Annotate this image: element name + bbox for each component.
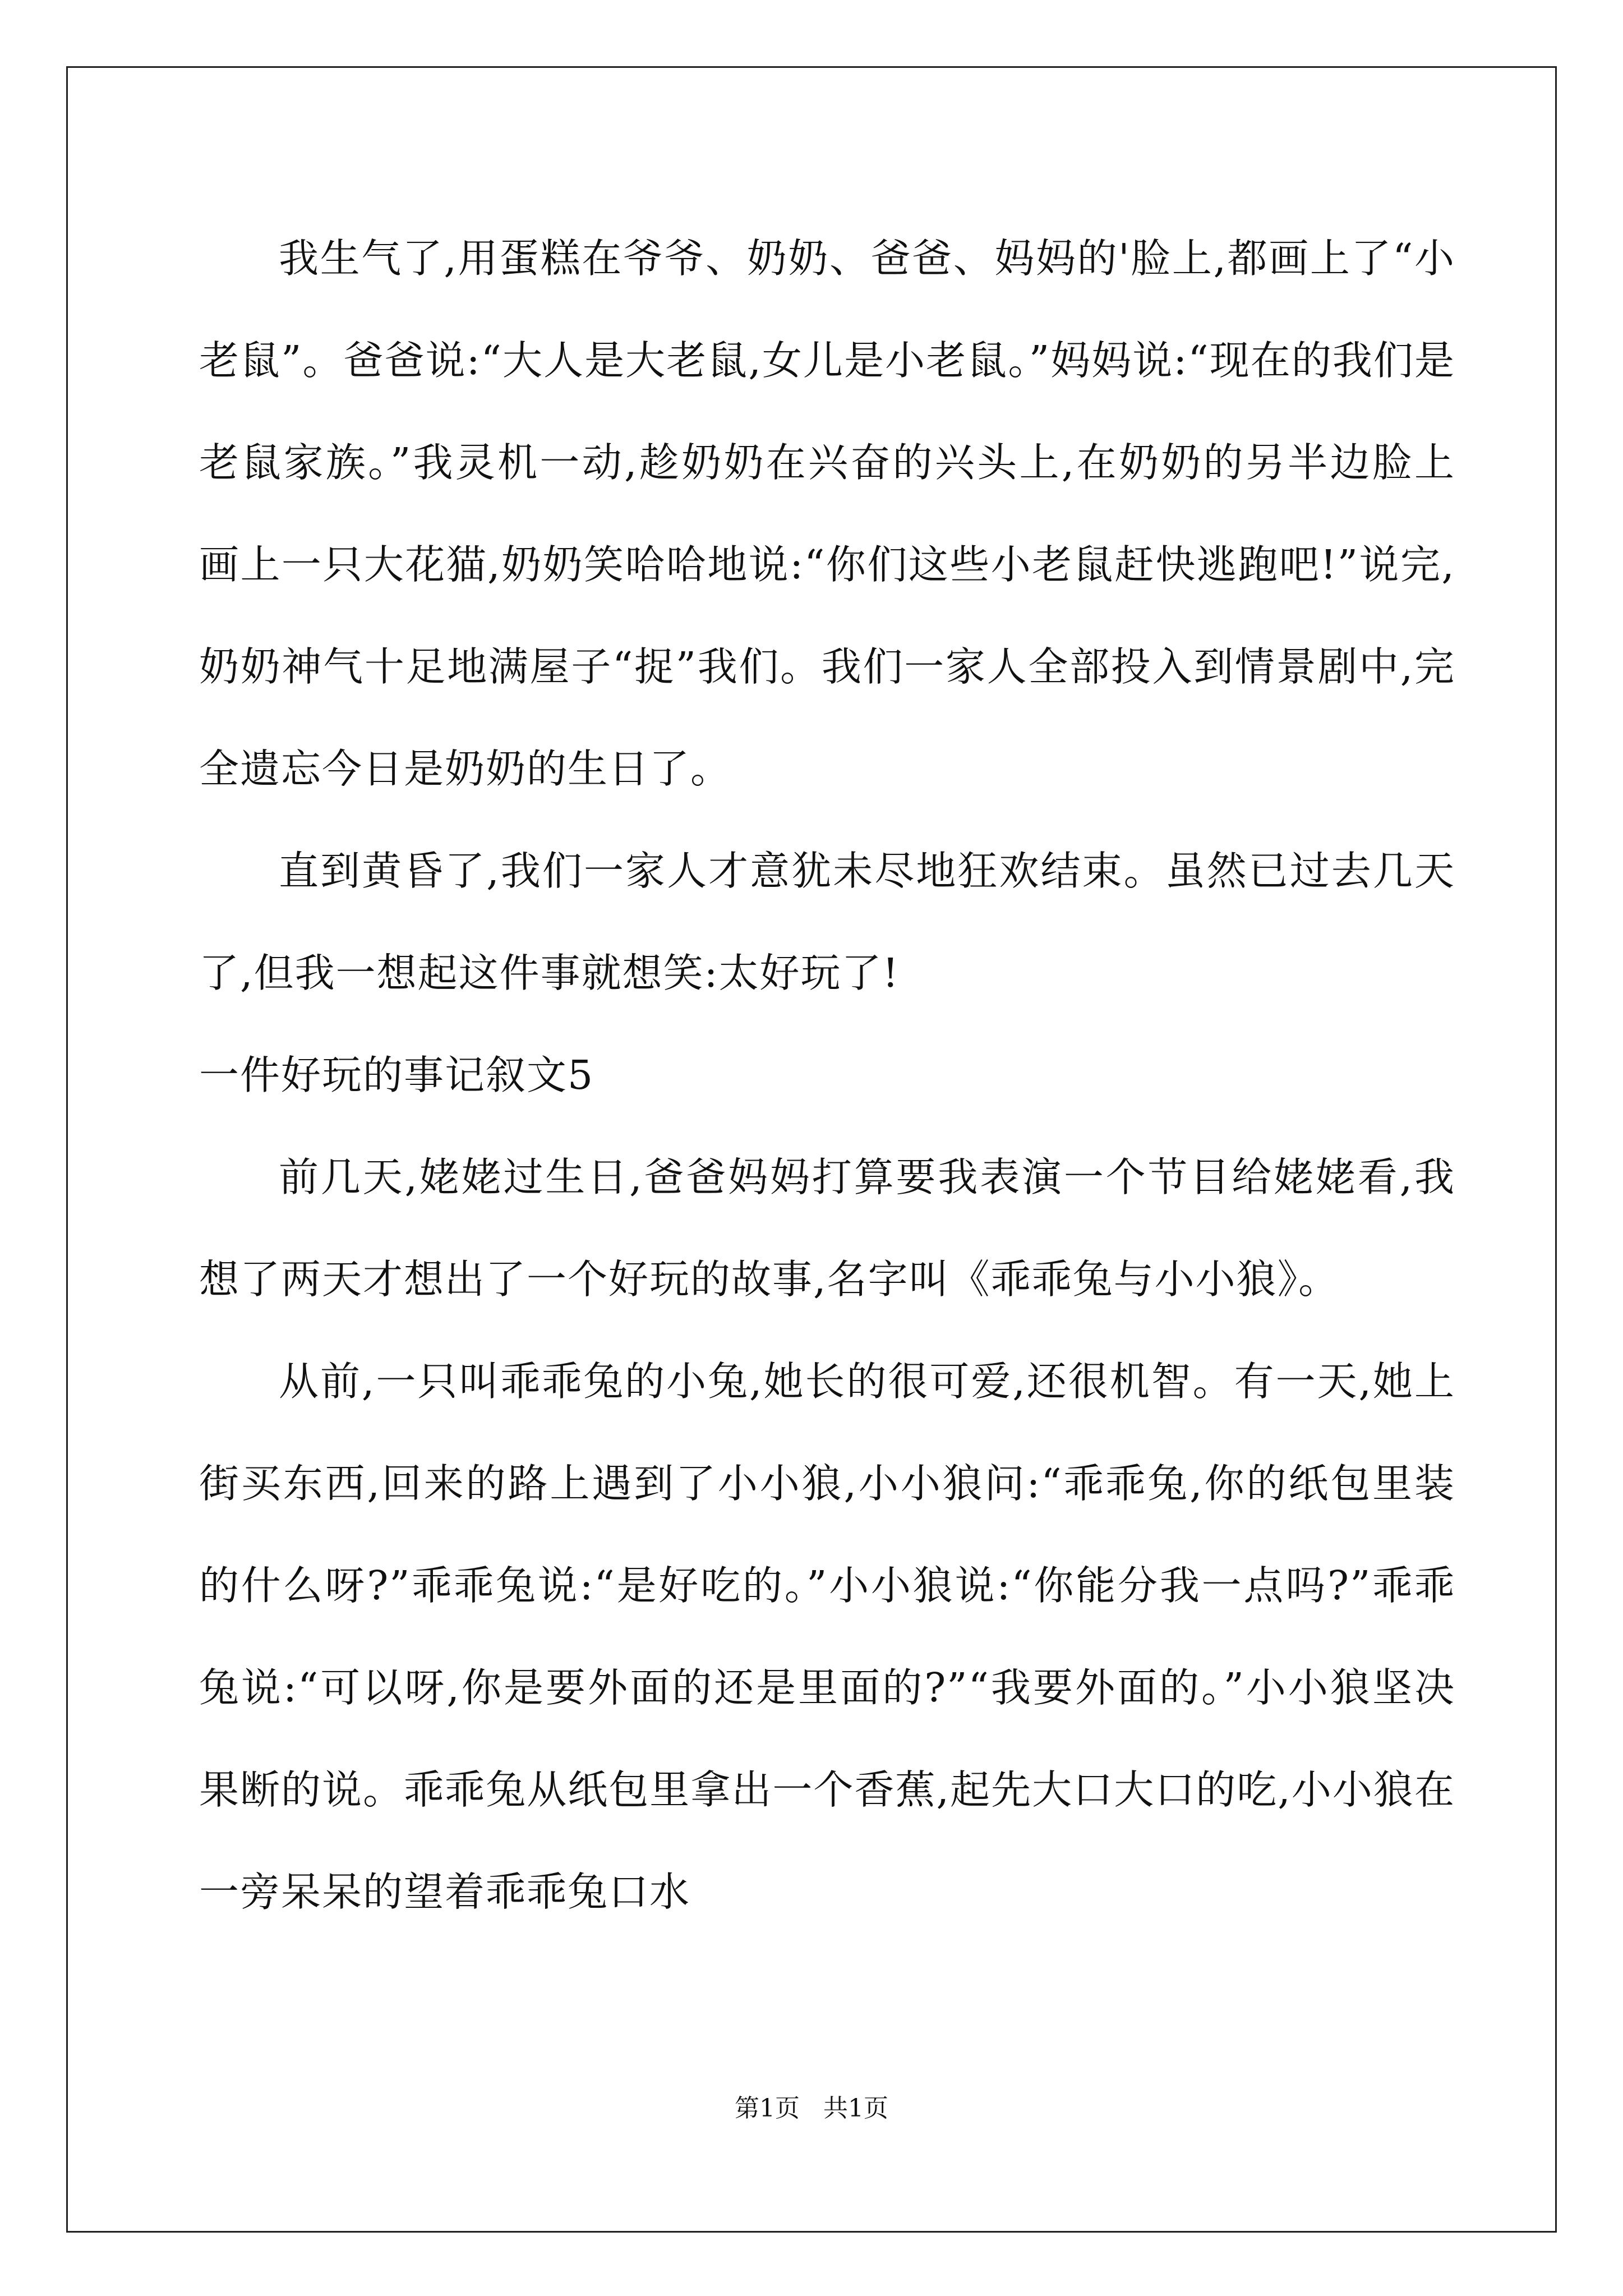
paragraph-3: 前几天,姥姥过生日,爸爸妈妈打算要我表演一个节目给姥姥看,我想了两天才想出了一个好玩的故事,名字叫《乖乖兔与小小狼》。	[199, 1154, 1455, 1303]
paragraph-1: 我生气了,用蛋糕在爷爷、奶奶、爸爸、妈妈的'脸上,都画上了“小老鼠”。爸爸说:“大人是大老鼠,女儿是小老鼠。”妈妈说:“现在的我们是老鼠家族。”我灵机一动,趁奶奶在兴奋的兴头上,在奶奶的另半边脸上画上一只大花猫,奶奶笑哈哈地说:“你们这些小老鼠赶快逃跑吧!”说完,奶奶神气十足地满屋子“捉”我们。我们一家人全部投入到情景剧中,完全遗忘今日是奶奶的生日了。	[199, 235, 1455, 792]
section-heading: 一件好玩的事记叙文5	[199, 1052, 594, 1098]
paragraph-4: 从前,一只叫乖乖兔的小兔,她长的很可爱,还很机智。有一天,她上街买东西,回来的路上遇到了小小狼,小小狼问:“乖乖兔,你的纸包里装的什么呀?”乖乖兔说:“是好吃的。”小小狼说:“你能分我一点吗?”乖乖兔说:“可以呀,你是要外面的还是里面的?”“我要外面的。”小小狼坚决果断的说。乖乖兔从纸包里拿出一个香蕉,起先大口大口的吃,小小狼在一旁呆呆的望着乖乖兔口水	[199, 1358, 1455, 1915]
page-number: 第1页 共1页	[735, 2094, 888, 2123]
paragraph-2: 直到黄昏了,我们一家人才意犹未尽地狂欢结束。虽然已过去几天了,但我一想起这件事就想笑:太好玩了!	[199, 848, 1455, 996]
page-footer	[0, 2088, 1623, 2124]
document-body	[199, 208, 1455, 1943]
